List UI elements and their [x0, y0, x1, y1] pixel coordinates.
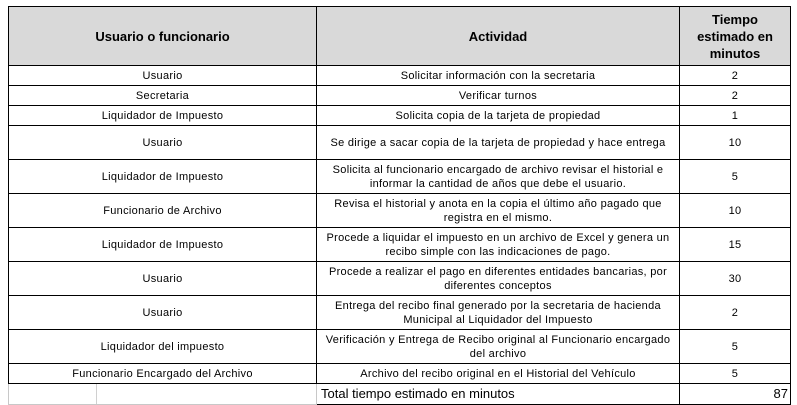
- cell-activity: Procede a realizar el pago en diferentes entidades bancarias, por diferentes conceptos: [317, 262, 680, 296]
- cell-user: Usuario: [9, 126, 317, 160]
- cell-activity: Solicitar información con la secretaria: [317, 66, 680, 86]
- table-row: [9, 66, 791, 86]
- table-row: [9, 262, 791, 296]
- total-blank-cell: [9, 384, 317, 405]
- header-row: [9, 7, 791, 66]
- table-row: [9, 330, 791, 364]
- table-row: [9, 106, 791, 126]
- cell-user: Usuario: [9, 262, 317, 296]
- total-label: Total tiempo estimado en minutos: [317, 384, 680, 405]
- header-activity: Actividad: [317, 7, 680, 66]
- cell-activity: Verificar turnos: [317, 86, 680, 106]
- cell-time: 10: [680, 194, 791, 228]
- cell-time: 5: [680, 364, 791, 384]
- cell-user: Funcionario de Archivo: [9, 194, 317, 228]
- table-row: [9, 160, 791, 194]
- table-row: [9, 126, 791, 160]
- table-row: [9, 86, 791, 106]
- cell-activity: Archivo del recibo original en el Historial del Vehículo: [317, 364, 680, 384]
- cell-activity: Solicita al funcionario encargado de archivo revisar el historial e informar la cantidad de años que debe el usuario.: [317, 160, 680, 194]
- cell-time: 2: [680, 86, 791, 106]
- header-user: Usuario o funcionario: [9, 7, 317, 66]
- table-row: [9, 228, 791, 262]
- cell-user: Secretaria: [9, 86, 317, 106]
- cell-time: 5: [680, 160, 791, 194]
- header-time: Tiempo estimado en minutos: [680, 7, 791, 66]
- cell-time: 10: [680, 126, 791, 160]
- cell-activity: Revisa el historial y anota en la copia el último año pagado que registra en el mismo.: [317, 194, 680, 228]
- cell-user: Usuario: [9, 66, 317, 86]
- cell-user: Usuario: [9, 296, 317, 330]
- cell-time: 2: [680, 66, 791, 86]
- cell-time: 5: [680, 330, 791, 364]
- cell-activity: Entrega del recibo final generado por la secretaria de hacienda Municipal al Liquidador del Impuesto: [317, 296, 680, 330]
- total-row: [9, 384, 791, 405]
- cell-user: Liquidador de Impuesto: [9, 106, 317, 126]
- cell-user: Liquidador del impuesto: [9, 330, 317, 364]
- gridline-divider: [96, 384, 97, 404]
- cell-time: 15: [680, 228, 791, 262]
- cell-activity: Se dirige a sacar copia de la tarjeta de propiedad y hace entrega: [317, 126, 680, 160]
- cell-activity: Solicita copia de la tarjeta de propiedad: [317, 106, 680, 126]
- table-row: [9, 296, 791, 330]
- cell-user: Funcionario Encargado del Archivo: [9, 364, 317, 384]
- cell-activity: Verificación y Entrega de Recibo original al Funcionario encargado del archivo: [317, 330, 680, 364]
- table-row: [9, 364, 791, 384]
- cell-user: Liquidador de Impuesto: [9, 228, 317, 262]
- cell-time: 1: [680, 106, 791, 126]
- cell-user: Liquidador de Impuesto: [9, 160, 317, 194]
- cell-time: 30: [680, 262, 791, 296]
- cell-activity: Procede a liquidar el impuesto en un archivo de Excel y genera un recibo simple con las indicaciones de pago.: [317, 228, 680, 262]
- cell-time: 2: [680, 296, 791, 330]
- total-value: 87: [680, 384, 791, 405]
- table-row: [9, 194, 791, 228]
- activity-time-table: [8, 6, 791, 405]
